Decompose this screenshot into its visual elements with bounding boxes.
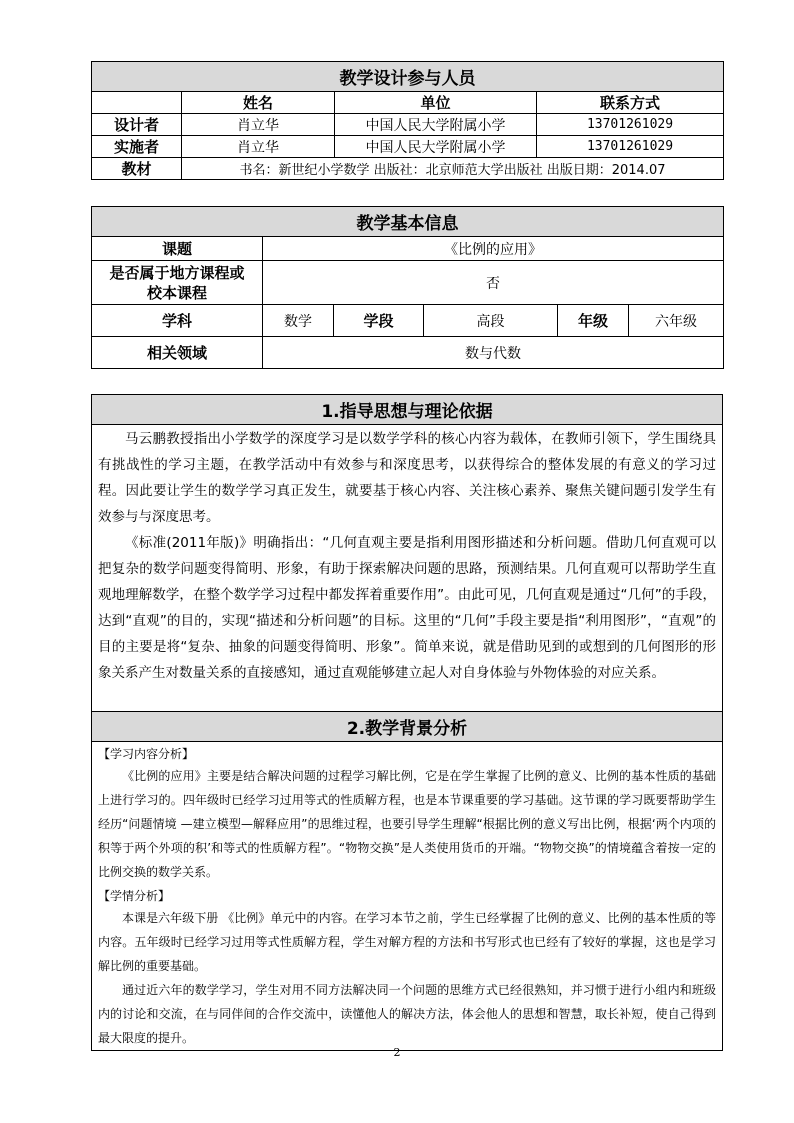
role-designer: 设计者 — [92, 114, 182, 136]
stage-label: 学段 — [334, 305, 424, 337]
section2-title: 2.教学背景分析 — [92, 712, 723, 742]
implementer-name: 肖立华 — [182, 136, 335, 158]
content-analysis-paragraph: 《比例的应用》主要是结合解决问题的过程学习解比例，它是在学生掌握了比例的意义、比例的基本性质的基础上进行学习的。四年级时已经学习过用等式的性质解方程，也是本节课重要的学习基础。这节课的学习既要帮助学生经历“问题情境 —建立模型—解释应用”的思维过程，也要引导学生理解“根据比例的意义写出比例，根据‘两个内项的积等于两个外项的积’和等式的性质解方程”。“物物交换”是人类使用货币的开端。“物物交换”的情境蕴含着按一定的比例交换的数学关系。 — [98, 769, 716, 879]
local-course-label: 是否属于地方课程或校本课程 — [92, 261, 263, 305]
section1-body — [92, 425, 723, 712]
role-implementer: 实施者 — [92, 136, 182, 158]
empty-header-cell — [92, 92, 182, 114]
implementer-phone: 13701261029 — [537, 136, 724, 158]
section1-paragraph: 《标准(2011年版)》明确指出：“几何直观主要是指利用图形描述和分析问题。借助几何直观可以把复杂的数学问题变得简明、形象，有助于探索解决问题的思路，预测结果。几何直观可以帮助学生直观地理解数学，在整个数学学习过程中都发挥着重要作用”。由此可见，几何直观是通过“几何”的手段，达到“直观”的目的，实现“描述和分析问题”的目标。这里的“几何”手段主要是指“利用图形”，“直观”的目的主要是将“复杂、抽象的问题变得简明、形象”。简单来说，就是借助见到的或想到的几何图形的形象关系产生对数量关系的直接感知，通过直观能够建立起人对自身体验与外物体验的对应关系。 — [98, 535, 716, 681]
student-analysis-tag: 【学情分析】 — [98, 889, 171, 903]
basic-info-title: 教学基本信息 — [92, 207, 724, 237]
participants-title: 教学设计参与人员 — [92, 62, 724, 92]
grade-label: 年级 — [558, 305, 629, 337]
local-course-value: 否 — [263, 261, 724, 305]
textbook-label: 教材 — [92, 158, 182, 180]
designer-name: 肖立华 — [182, 114, 335, 136]
table-row — [92, 114, 724, 136]
col-header-name: 姓名 — [182, 92, 335, 114]
field-value: 数与代数 — [263, 337, 724, 369]
subject-label: 学科 — [92, 305, 263, 337]
student-analysis-paragraph: 通过近六年的数学学习，学生对用不同方法解决同一个问题的思维方式已经很熟知，并习惯于进行小组内和班级内的讨论和交流，在与同伴间的合作交流中，读懂他人的解决方法，体会他人的思想和智慧，取长补短，使自己得到最大限度的提升。 — [98, 983, 716, 1045]
textbook-value: 书名：新世纪小学数学 出版社：北京师范大学出版社 出版日期：2014.07 — [182, 158, 724, 180]
col-header-contact: 联系方式 — [537, 92, 724, 114]
section2-body — [92, 742, 723, 1051]
grade-value: 六年级 — [629, 305, 724, 337]
participants-table — [91, 61, 724, 180]
section1-title: 1.指导思想与理论依据 — [92, 395, 723, 425]
page-number: 2 — [393, 1046, 401, 1059]
implementer-unit: 中国人民大学附属小学 — [335, 136, 537, 158]
content-table — [91, 394, 723, 1051]
stage-value: 高段 — [424, 305, 558, 337]
field-label: 相关领域 — [92, 337, 263, 369]
designer-phone: 13701261029 — [537, 114, 724, 136]
col-header-unit: 单位 — [335, 92, 537, 114]
student-analysis-paragraph: 本课是六年级下册 《比例》单元中的内容。在学习本节之前，学生已经掌握了比例的意义、比例的基本性质的等内容。五年级时已经学习过用等式性质解方程，学生对解方程的方法和书写形式也已经有了较好的掌握，这也是学习解比例的重要基础。 — [98, 911, 716, 973]
topic-value: 《比例的应用》 — [263, 237, 724, 261]
subject-value: 数学 — [263, 305, 334, 337]
topic-label: 课题 — [92, 237, 263, 261]
section1-paragraph: 马云鹏教授指出小学数学的深度学习是以数学学科的核心内容为载体，在教师引领下，学生围绕具有挑战性的学习主题，在教学活动中有效参与和深度思考，以获得综合的整体发展的有意义的学习过程。因此要让学生的数学学习真正发生，就要基于核心内容、关注核心素养、聚焦关键问题引发学生有效参与与深度思考。 — [98, 431, 716, 525]
designer-unit: 中国人民大学附属小学 — [335, 114, 537, 136]
content-analysis-tag: 【学习内容分析】 — [98, 747, 195, 761]
table-row — [92, 136, 724, 158]
basic-info-table — [91, 206, 724, 369]
